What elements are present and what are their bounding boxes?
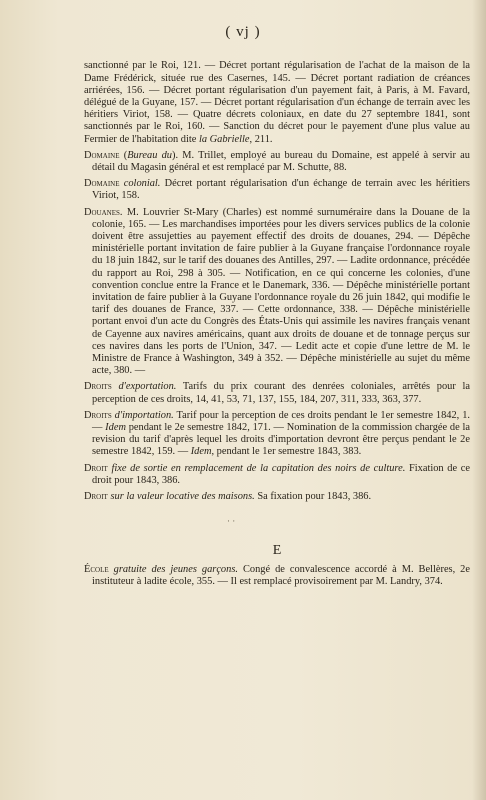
intro-paragraph (84, 60, 470, 145)
entry-idem: Idem (190, 446, 212, 458)
entry-idem: Idem (105, 422, 126, 434)
entry-droit-sortie (84, 463, 470, 487)
entry-droits-importation (84, 410, 470, 459)
entry-sub: Bureau du (127, 149, 172, 161)
intro-end: , 211. (249, 133, 273, 145)
entry-text: Congé de convalescence accordé à M. Bellères, 2e instituteur à ladite école, 355. — Il est remplacé provisoirement par M. Landry, 374. (92, 563, 470, 587)
entry-sub: d'exportation. (118, 381, 177, 393)
entry-text-a: Tarif pour la perception de ces droits pendant le 1er semestre 1842, 1. — (92, 409, 470, 434)
entry-sub: colonial. (123, 178, 161, 190)
entry-sub: gratuite des jeunes garçons. (113, 563, 238, 575)
entry-sub: sur la valeur locative des maisons. (110, 491, 255, 503)
print-speck: · · (227, 516, 236, 527)
entry-text: . M. Trillet, employé au bureau du Domaine, est appelé à servir au détail du Magasin général et est remplacé par M. Schutte, 88. (92, 149, 470, 174)
entry-text: Fixation de ce droit pour 1843, 386. (92, 462, 470, 486)
entry-droit-locative (84, 491, 470, 503)
entry-text: Tarifs du prix courant des denrées coloniales, arrêtés pour la perception de ces droits, 14, 41, 53, 71, 137, 155, 184, 207, 311, 333, 363, 377. (92, 381, 470, 405)
intro-text: sanctionné par le Roi, 121. — Décret portant régularisation de l'achat de la maison de la Dame Frédérick, située rue des Casernes, 145. — Décret portant radiation de créances arriérées, 156. — Décret portant régularisation d'un payement fait, à Paris, à M. Favard, délégué de la Guyane, 157. — Décret portant régularisation d'un échange de terrain avec les héritiers Viriot, 158. — Quatre décrets coloniaux, en date du 27 septembre 1841, sont sanctionnés par le Roi, 160. — Sanction du décret pour le payement d'une plus value au Fermier de l'habitation dite (84, 60, 470, 145)
entry-head: Domaine (84, 178, 120, 190)
entry-head: Droit (84, 462, 108, 474)
entry-head: École (84, 563, 109, 575)
entry-head: Droit (84, 491, 108, 503)
entry-head: Droits (84, 381, 112, 393)
entry-head: Domaine (84, 149, 120, 161)
intro-italic: la Gabrielle (198, 133, 250, 145)
entry-droits-exportation (84, 381, 470, 405)
entry-ecole (84, 564, 470, 588)
section-letter: E (272, 543, 282, 559)
page-spine-shadow (472, 0, 486, 800)
entry-text: Sa fixation pour 1843, 386. (254, 491, 372, 503)
entry-text: Décret portant régularisation d'un échange de terrain avec les héritiers Viriot, 158. (92, 178, 470, 202)
page-number: ( vj ) (225, 24, 261, 40)
entry-text-c: , pendant le 1er semestre 1843, 383. (211, 446, 362, 458)
entry-douanes (84, 207, 470, 378)
entry-sub: fixe de sortie en remplacement de la capitation des noirs de culture. (111, 462, 406, 474)
entry-sub: d'importation. (114, 409, 174, 421)
entry-head: Droits (84, 409, 112, 421)
entry-head: Douanes. (84, 206, 123, 218)
entry-text-b: pendant le 2e semestre 1842, 171. — Nomination de la commission chargée de la revision du tarif d'après lequel les droits d'importation devront être perçus pendant le 2e semestre 1842, 159. — (92, 422, 470, 458)
section-gap (84, 507, 470, 545)
entry-domaine-colonial (84, 178, 470, 202)
entry-domaine-bureau: Domaine (Bureau du). M. Trillet, employé au bureau du Domaine, est appelé à servir au détail du Magasin général et est remplacé par M. Schutte, 88. (84, 149, 470, 174)
index-content (84, 50, 470, 592)
entry-text: M. Louvrier St-Mary (Charles) est nommé surnuméraire dans la Douane de la colonie, 165. — Les marchandises importées pour les divers services publics de la colonie doivent être assujetties au payement effectif des droits de douanes, 294. — Dépêche ministérielle portant invitation de faire publier à la Guyane française l'ordonnance royale du 18 juin 1842, sur le tarif des douanes des Antilles, 297. — Ladite ordonnance, précédée du rapport au Roi, 298 à 305. — Notification, en ce qui concerne les colonies, d'une convention conclue entre la France et le Danemark, 336. — Dépêche ministérielle portant invitation de faire publier à la Guyane l'ordonnance royale du 26 juin 1842, qui modifie le tarif des douanes de France, 337. — Cette ordonnance, 338. — Dépêche ministérielle portant envoi d'un acte du Congrès des États-Unis qui assimile les navires français venant de Cayenne aux navires américains, quant aux droits de douane et de tonnage perçus sur ces navires dans les ports de l'Union, 347. — Ledit acte et copie d'une lettre de M. le Ministre de France à Washington, 349 à 352. — Dépêche ministérielle au sujet du même acte, 380. — (92, 206, 470, 377)
